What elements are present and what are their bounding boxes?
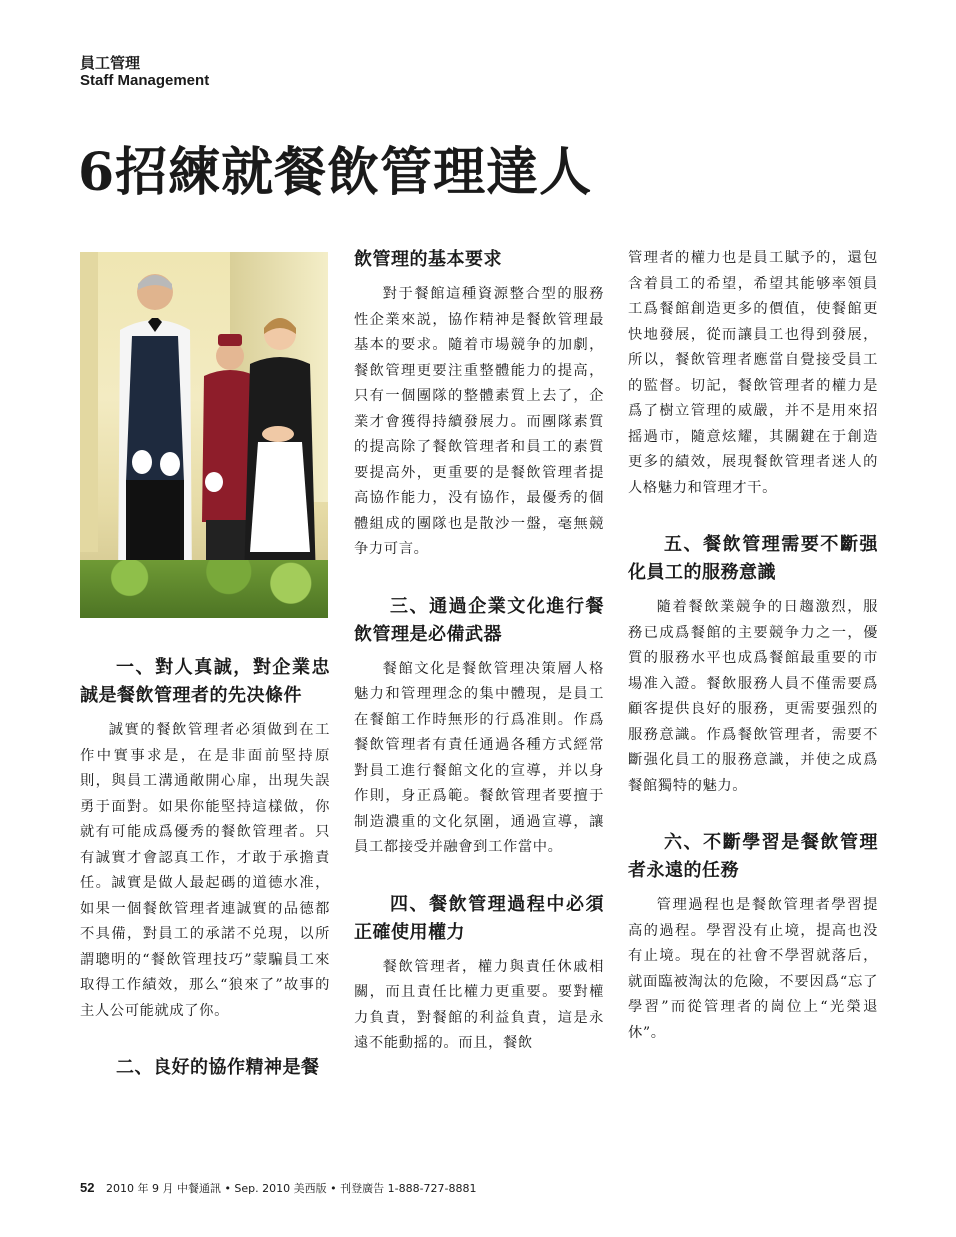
section-4-body-end: 管理者的權力也是員工賦予的，還包含着員工的希望，希望其能够率領員工爲餐館創造更多的價值，使餐館更快地發展，從而讓員工也得到發展，所以，餐飲管理者應當自覺接受員工的監督。切記，餐飲管理者的權力是爲了樹立管理的威嚴，并不是用來招摇過市，隨意炫耀，其關鍵在于創造更多的績效，展現餐飲管理者迷人的人格魅力和管理才干。 [628, 250, 878, 496]
section-6-heading: 六、不斷學習是餐飲管理者永遠的任務 [628, 832, 878, 881]
section-5-heading: 五、餐飲管理需要不斷强化員工的服務意識 [628, 534, 878, 583]
section-label-cn: 員工管理 [80, 54, 141, 72]
section-5-body: 隨着餐飲業競争的日趨激烈，服務已成爲餐館的主要競争力之一，優質的服務水平也成爲餐館最重要的市場准入證。餐飲服務人員不僅需要爲顧客提供良好的服務，更需要强烈的服務意識。作爲餐飲管理者，需要不斷强化員工的服務意識，并使之成爲餐館獨特的魅力。 [628, 599, 878, 794]
section-3-body: 餐館文化是餐飲管理决策層人格魅力和管理理念的集中體現，是員工在餐館工作時無形的行爲准則。作爲餐飲管理者有責任通過各種方式經常對員工進行餐館文化的宣導，并以身作則，身正爲範。餐飲管理者要擅于制造濃重的文化氛圍，通過宣導，讓員工都接受并融會到工作當中。 [354, 660, 604, 855]
section-label-en: Staff Management [80, 72, 210, 89]
section-6-body: 管理過程也是餐飲管理者學習提高的過程。學習没有止境，提高也没有止境。現在的社會不學習就落后，就面臨被淘汰的危險，不要因爲“忘了學習”而從管理者的崗位上“光榮退休”。 [628, 897, 878, 1041]
page-footer [80, 1180, 477, 1196]
staff-photo [80, 252, 328, 618]
column-2 [354, 246, 604, 1057]
section-1-heading: 一、對人真誠，對企業忠誠是餐飲管理者的先决條件 [80, 657, 330, 706]
column-1 [80, 246, 330, 1090]
column-3 [628, 246, 878, 1076]
section-4-heading: 四、餐飲管理過程中必須正確使用權力 [354, 893, 604, 943]
section-2-heading-end: 飲管理的基本要求 [354, 249, 502, 270]
section-2-heading-start: 二、良好的協作精神是餐 [116, 1057, 320, 1078]
article-title: 6招練就餐飲管理達人 [78, 142, 593, 203]
page-number: 52 [80, 1180, 95, 1195]
footer-info: 2010 年 9 月 中餐通訊 • Sep. 2010 美西版 • 刊登廣告 1-888-727-8881 [105, 1182, 477, 1195]
section-1-body: 誠實的餐飲管理者必須做到在工作中實事求是，在是非面前堅持原則，與員工溝通敞開心扉，出現失誤勇于面對。如果你能堅持這樣做，你就有可能成爲優秀的餐飲管理者。只有誠實才會認真工作，才敢于承擔責任。誠實是做人最起碼的道德水准，如果一個餐飲管理者連誠實的品德都不具備，對員工的承諾不兑現，以所謂聰明的“餐飲管理技巧”蒙騙員工來取得工作績效，那么“狼來了”故事的主人公可能就成了你。 [80, 722, 330, 1019]
section-2-body: 對于餐館這種資源整合型的服務性企業來説，協作精神是餐飲管理最基本的要求。隨着市場競争的加劇，餐飲管理更要注重整體能力的提高，只有一個團隊的整體素質上去了，企業才會獲得持續發展力。而團隊素質的提高除了餐飲管理者和員工的素質要提高外，更重要的是餐飲管理者提高協作能力，没有協作，最優秀的個體組成的團隊也是散沙一盤，毫無競争力可言。 [354, 286, 604, 557]
section-3-heading: 三、通過企業文化進行餐飲管理是必備武器 [354, 595, 604, 645]
section-4-body-start: 餐飲管理者，權力與責任休戚相關，而且責任比權力更重要。要對權力負責，對餐館的利益負責，這是永遠不能動摇的。而且，餐飲 [354, 958, 604, 1051]
